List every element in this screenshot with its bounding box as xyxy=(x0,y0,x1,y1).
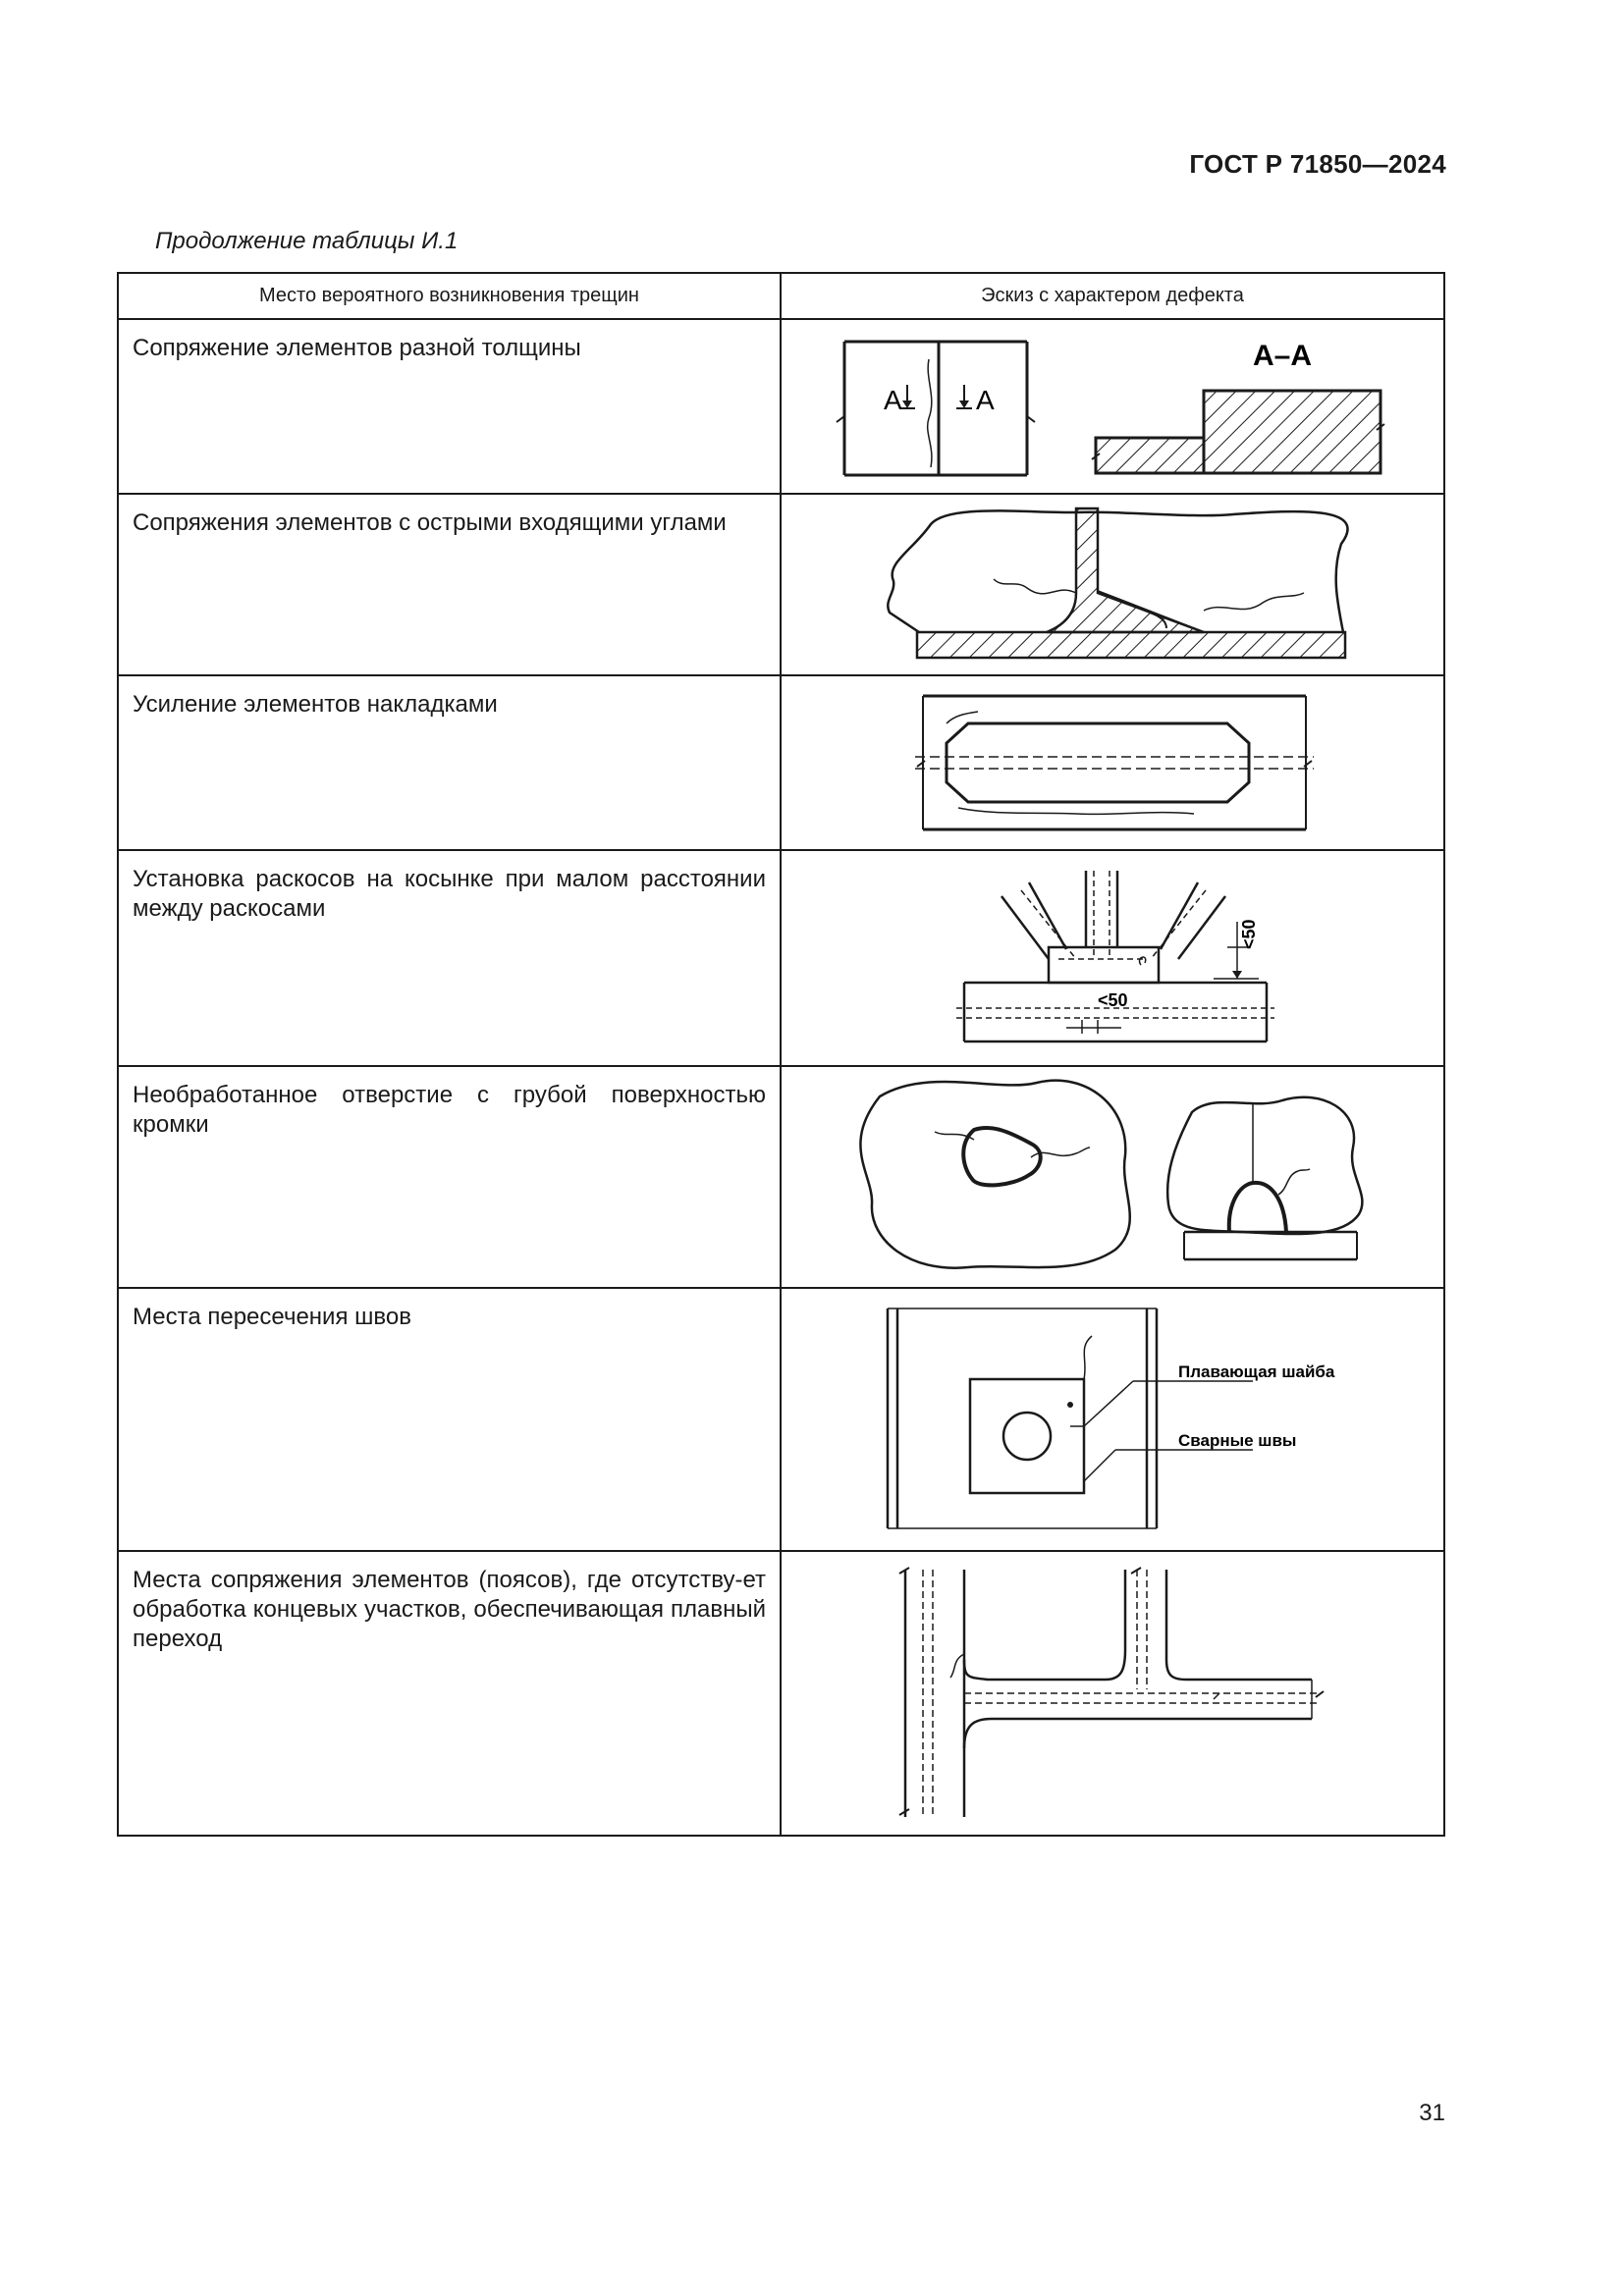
table-row xyxy=(118,494,1444,675)
callout-floating-washer: Плавающая шайба xyxy=(1178,1362,1335,1381)
defects-table xyxy=(117,272,1445,1837)
sharp-corner-joint-sketch-icon xyxy=(782,495,1444,674)
table-row xyxy=(118,1551,1444,1836)
location-text: Усиление элементов накладками xyxy=(133,691,498,718)
location-text: Установка раскосов на косынке при малом расстоянии между раскосами xyxy=(133,866,766,922)
cover-plate-sketch-icon xyxy=(782,676,1444,849)
table-row xyxy=(118,675,1444,850)
callout-welds: Сварные швы xyxy=(1178,1431,1297,1450)
table-row xyxy=(118,1066,1444,1288)
table-caption: Продолжение таблицы И.1 xyxy=(155,228,459,254)
column-header-location: Место вероятного возникновения трещин xyxy=(118,273,781,319)
page-number: 31 xyxy=(1419,2100,1445,2126)
weld-intersection-sketch-icon xyxy=(782,1289,1444,1550)
location-text: Необработанное отверстие с грубой поверхностью кромки xyxy=(133,1082,766,1138)
dimension-label: <50 xyxy=(1239,919,1259,949)
section-label: А–А xyxy=(1253,340,1313,372)
table-row xyxy=(118,850,1444,1066)
thickness-joint-sketch-icon xyxy=(782,320,1444,493)
chord-transition-sketch-icon xyxy=(782,1552,1444,1835)
location-text: Сопряжения элементов с острыми входящими углами xyxy=(133,509,727,536)
location-text: Сопряжение элементов разной толщины xyxy=(133,335,581,361)
table-header-row xyxy=(118,273,1444,319)
gusset-braces-sketch-icon xyxy=(782,851,1444,1065)
sketch-label: А xyxy=(884,385,902,415)
dimension-label: <50 xyxy=(1098,990,1128,1010)
column-header-sketch: Эскиз с характером дефекта xyxy=(781,273,1444,319)
table-row xyxy=(118,319,1444,494)
document-code: ГОСТ Р 71850—2024 xyxy=(1189,149,1446,179)
sketch-label: А xyxy=(976,385,995,415)
location-text: Места пересечения швов xyxy=(133,1304,411,1330)
rough-hole-sketch-icon xyxy=(782,1067,1444,1287)
table-row xyxy=(118,1288,1444,1551)
location-text: Места сопряжения элементов (поясов), где отсутству-ет обработка концевых участков, обеспечивающая плавный переход xyxy=(133,1567,766,1652)
